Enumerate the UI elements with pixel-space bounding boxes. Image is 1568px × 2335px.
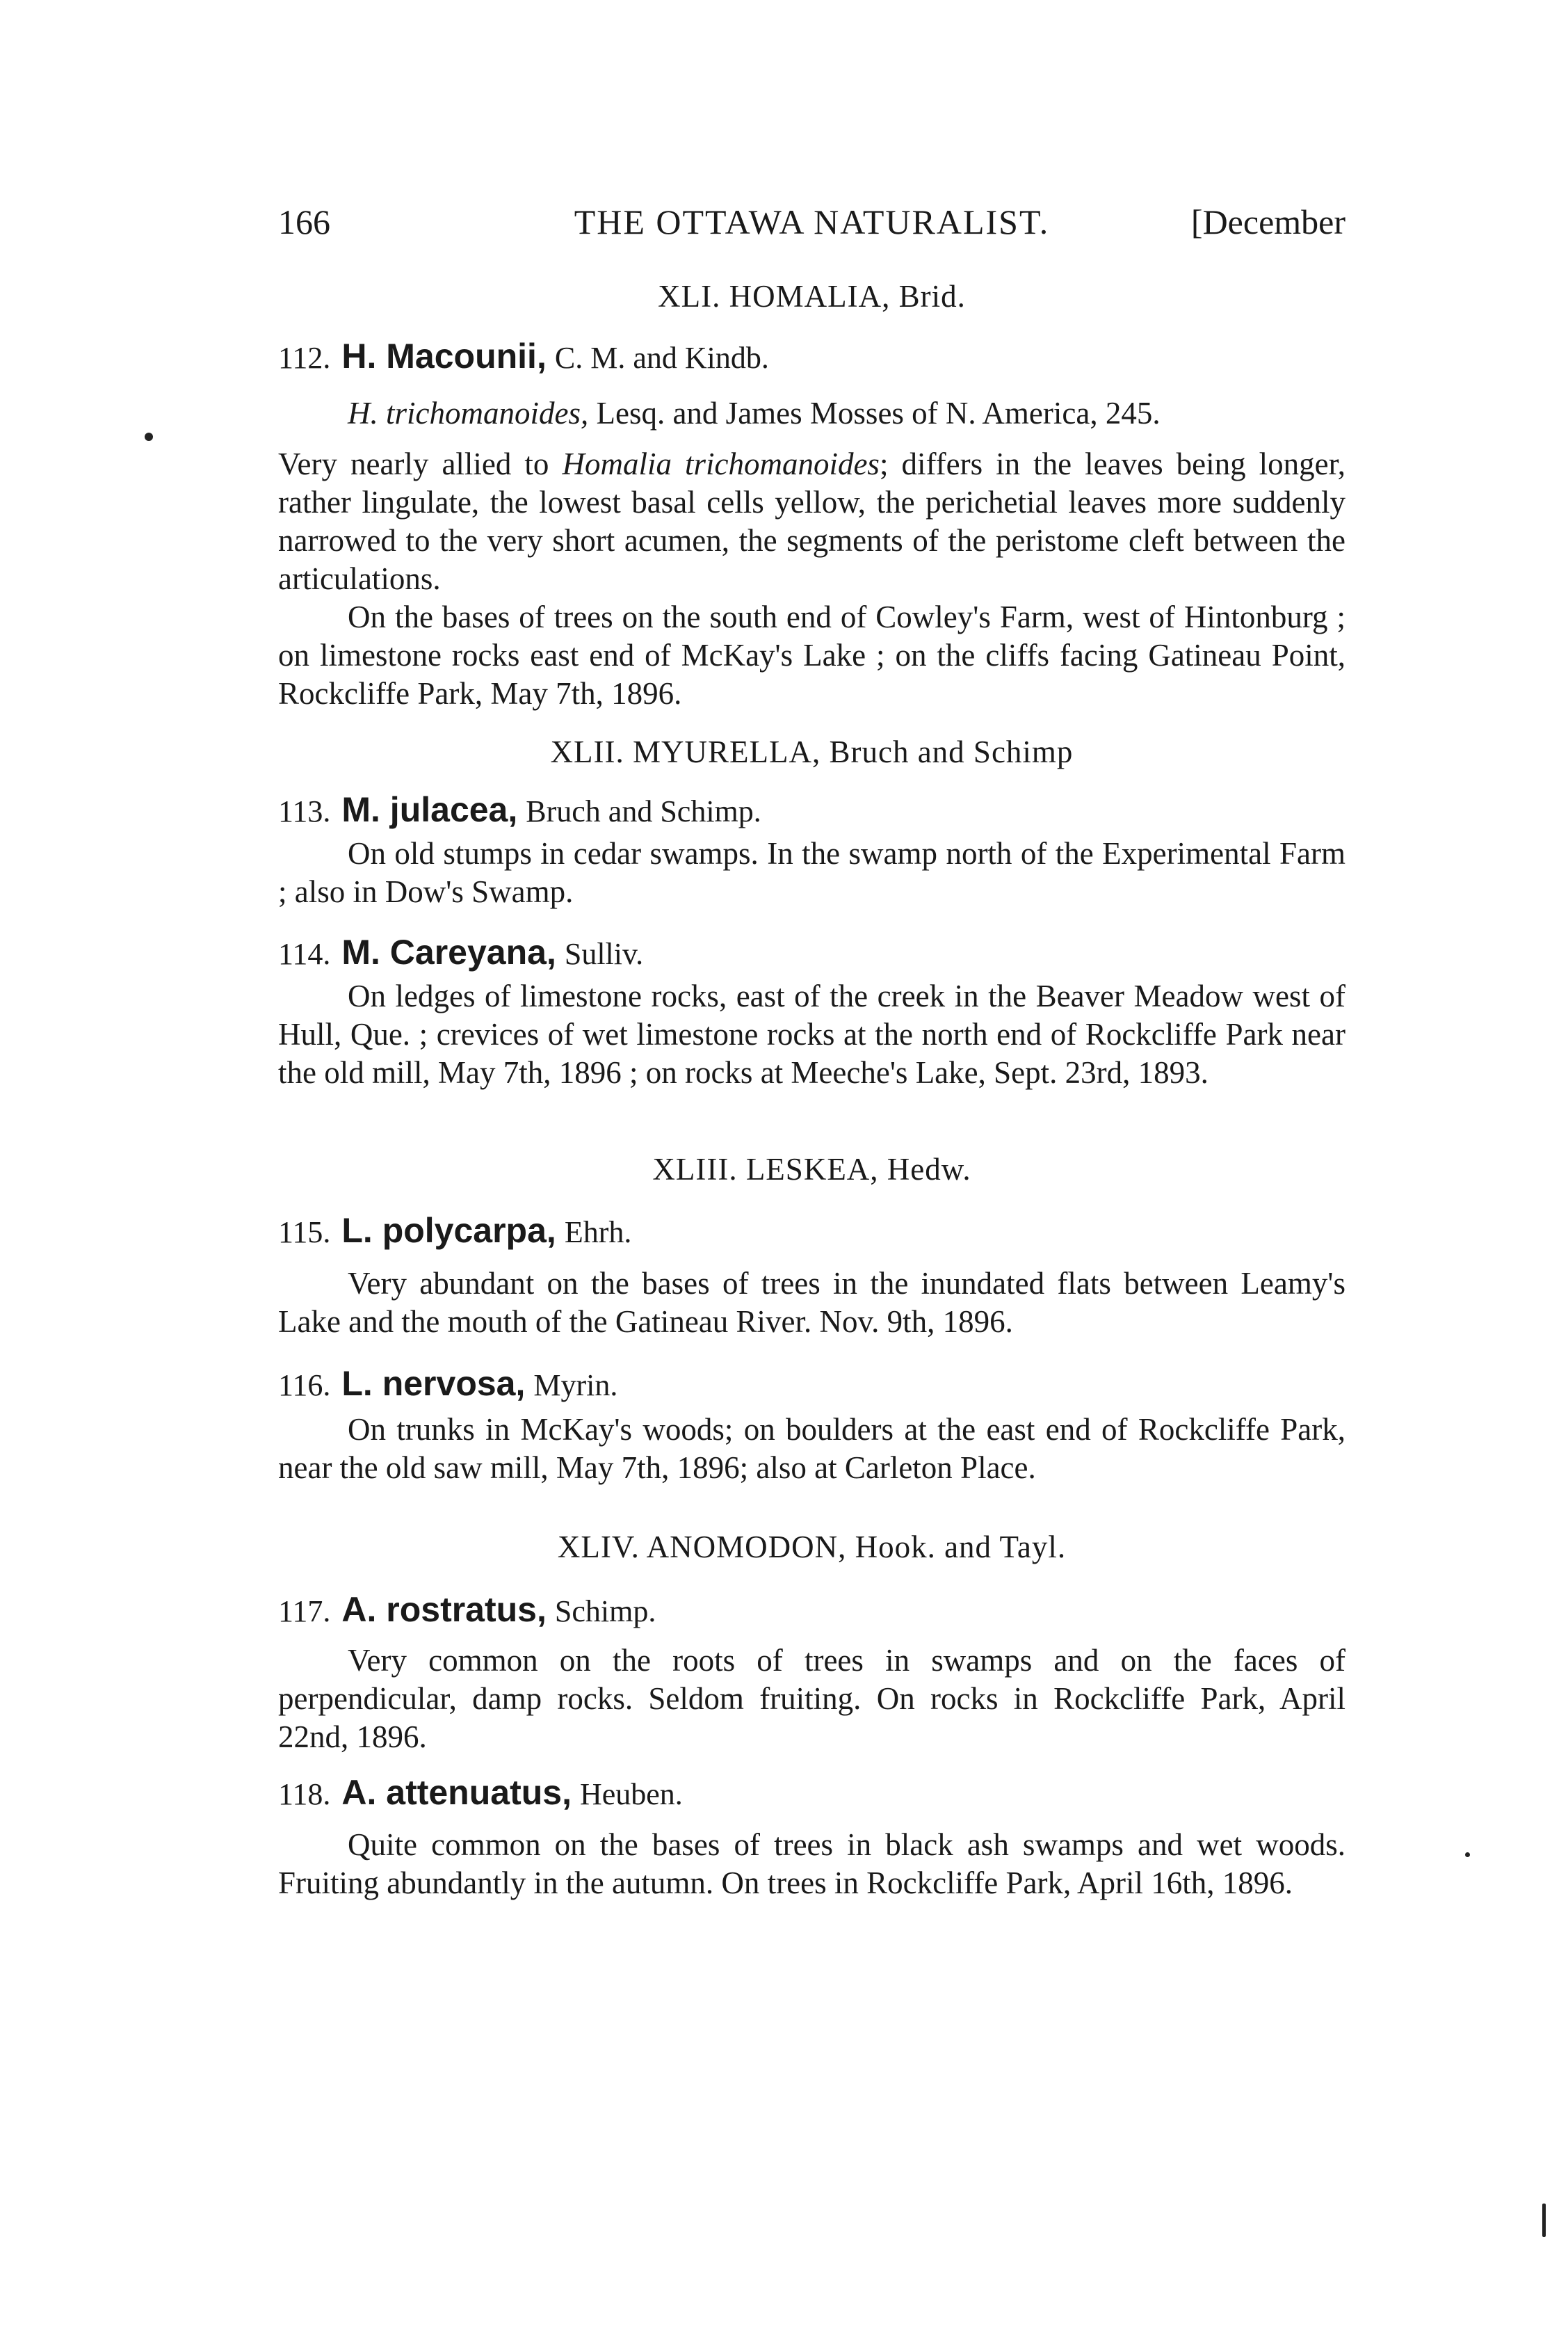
- species-heading-113: [278, 789, 1345, 830]
- synonym-line: [348, 395, 1345, 431]
- species-number: 118.: [278, 1777, 331, 1811]
- species-number: 115.: [278, 1215, 331, 1249]
- locality-paragraph-113: [278, 835, 1345, 911]
- species-heading-116: [278, 1363, 1345, 1404]
- locality-paragraph-117: [278, 1642, 1345, 1756]
- description-italic: Homalia trichomanoides: [562, 447, 880, 481]
- locality-paragraph-115: [278, 1265, 1345, 1341]
- locality-text: Very abundant on the bases of trees in the inundated flats between Leamy's Lake and the mouth of the Gatineau River. Nov. 9th, 1896.: [278, 1266, 1345, 1339]
- species-name: A. rostratus,: [341, 1590, 547, 1629]
- species-heading-114: [278, 932, 1345, 972]
- species-heading-115: [278, 1210, 1345, 1251]
- genus-heading-anomodon: XLIV. ANOMODON, Hook. and Tayl.: [557, 1530, 1067, 1564]
- journal-title: THE OTTAWA NATURALIST.: [574, 202, 1050, 241]
- scan-speck: [145, 433, 153, 441]
- species-authority: C. M. and Kindb.: [554, 341, 769, 375]
- scan-edge-mark: [1542, 2204, 1546, 2237]
- description-text-cont: ; differs in the leaves being longer, rather lingulate, the lowest basal cells yellow, the perichetial leaves more suddenly narrowed to the very short acumen, the segments of the peristome cleft between the articulations.: [278, 447, 1346, 596]
- synonym-reference: Lesq. and James Mosses of N. America, 245.: [596, 396, 1161, 431]
- locality-paragraph-112: [278, 598, 1345, 713]
- species-number: 116.: [278, 1368, 331, 1402]
- species-name: M. julacea,: [341, 790, 518, 829]
- locality-text: On trunks in McKay's woods; on boulders at the east end of Rockcliffe Park, near the old saw mill, May 7th, 1896; also at Carleton Place.: [278, 1412, 1345, 1485]
- species-number: 117.: [278, 1594, 331, 1628]
- locality-paragraph-118: [278, 1826, 1345, 1902]
- species-authority: Ehrh.: [564, 1215, 632, 1249]
- description-text: Very nearly allied to: [278, 447, 549, 481]
- species-name: L. polycarpa,: [341, 1211, 556, 1250]
- description-paragraph-112: [278, 445, 1345, 598]
- genus-heading-myurella: XLII. MYURELLA, Bruch and Schimp: [550, 735, 1074, 769]
- species-authority: Bruch and Schimp.: [526, 794, 761, 828]
- scan-speck: [1465, 1852, 1470, 1857]
- species-number: 113.: [278, 794, 331, 828]
- species-heading-112: [278, 336, 1345, 376]
- running-header: [278, 202, 1345, 250]
- page-number: 166: [278, 202, 330, 241]
- genus-heading-homalia: XLI. HOMALIA, Brid.: [658, 279, 966, 314]
- synonym-name: H. trichomanoides,: [348, 396, 589, 431]
- locality-paragraph-114: [278, 977, 1345, 1092]
- species-authority: Myrin.: [533, 1368, 618, 1402]
- genus-heading-leskea: XLIII. LESKEA, Hedw.: [652, 1152, 971, 1187]
- species-number: 112.: [278, 341, 331, 375]
- locality-text: On old stumps in cedar swamps. In the swamp north of the Experimental Farm ; also in Dow's Swamp.: [278, 836, 1345, 909]
- species-heading-118: [278, 1772, 1345, 1813]
- locality-text: Quite common on the bases of trees in black ash swamps and wet woods. Fruiting abundantly in the autumn. On trees in Rockcliffe Park, April 16th, 1896.: [278, 1827, 1345, 1900]
- species-heading-117: [278, 1589, 1345, 1630]
- locality-text: Very common on the roots of trees in swamps and on the faces of perpendicular, damp rocks. Seldom fruiting. On rocks in Rockcliffe Park, April 22nd, 1896.: [278, 1643, 1345, 1754]
- locality-text: On ledges of limestone rocks, east of the creek in the Beaver Meadow west of Hull, Que. ; crevices of wet limestone rocks at the north end of Rockcliffe Park near the old mill, May 7th, 1896 ; on rocks at Meeche's Lake, Sept. 23rd, 1893.: [278, 979, 1345, 1090]
- species-name: L. nervosa,: [341, 1364, 526, 1403]
- species-authority: Heuben.: [579, 1777, 683, 1811]
- species-authority: Sulliv.: [564, 937, 644, 971]
- species-number: 114.: [278, 937, 331, 971]
- locality-paragraph-116: [278, 1411, 1345, 1487]
- species-name: A. attenuatus,: [341, 1773, 572, 1812]
- species-name: H. Macounii,: [341, 337, 547, 376]
- issue-month: [December: [1190, 202, 1345, 241]
- locality-text: On the bases of trees on the south end of Cowley's Farm, west of Hintonburg ; on limestone rocks east end of McKay's Lake ; on the cliffs facing Gatineau Point, Rockcliffe Park, May 7th, 1896.: [278, 600, 1345, 711]
- species-authority: Schimp.: [554, 1594, 656, 1628]
- species-name: M. Careyana,: [341, 933, 556, 972]
